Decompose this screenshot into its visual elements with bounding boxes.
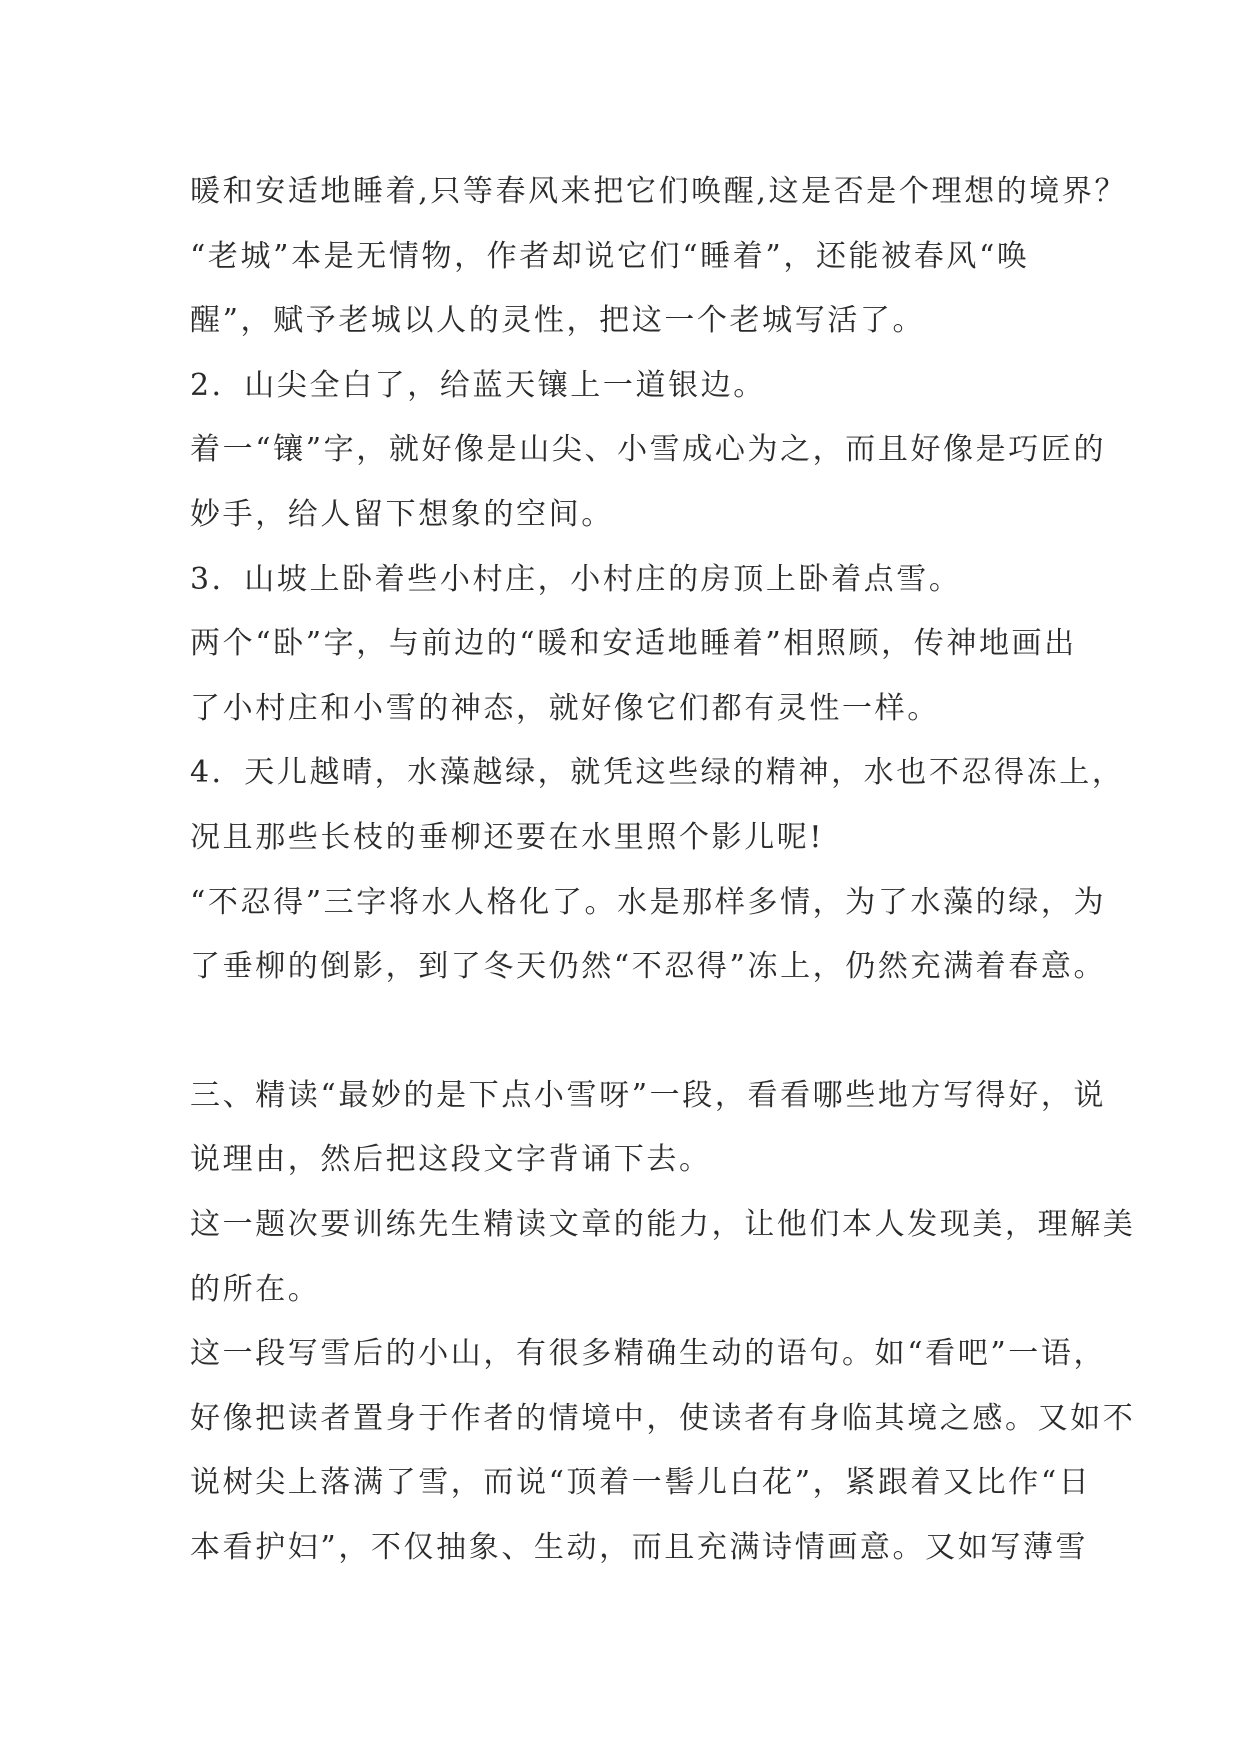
text-line: “老城”本是无情物，作者却说它们“睡着”，还能被春风“唤 bbox=[190, 238, 1030, 274]
text-line: 说树尖上落满了雪，而说“顶着一髻儿白花”，紧跟着又比作“日 bbox=[190, 1465, 1092, 1501]
text-line: 况且那些长枝的垂柳还要在水里照个影儿呢! bbox=[190, 819, 825, 855]
text-line: 的所在。 bbox=[190, 1271, 321, 1307]
text-line: 两个“卧”字，与前边的“暖和安适地睡着”相照顾，传神地画出 bbox=[190, 626, 1077, 662]
text-line: 2．山尖全白了，给蓝天镶上一道银边。 bbox=[190, 367, 766, 403]
text-line: 这一段写雪后的小山，有很多精确生动的语句。如“看吧”一语， bbox=[190, 1336, 1107, 1372]
text-line: 了小村庄和小雪的神态，就好像它们都有灵性一样。 bbox=[190, 690, 940, 726]
text-line: 说理由，然后把这段文字背诵下去。 bbox=[190, 1142, 712, 1178]
text-line: 本看护妇”，不仅抽象、生动，而且充满诗情画意。又如写薄雪 bbox=[190, 1529, 1089, 1565]
text-line: 4．天儿越晴，水藻越绿，就凭这些绿的精神，水也不忍得冻上， bbox=[190, 755, 1125, 791]
text-line: 醒”，赋予老城以人的灵性，把这一个老城写活了。 bbox=[190, 303, 926, 339]
text-line: 3．山坡上卧着些小村庄，小村庄的房顶上卧着点雪。 bbox=[190, 561, 962, 597]
section-gap bbox=[190, 1000, 1060, 1064]
text-line: 暖和安适地睡着,只等春风来把它们唤醒,这是否是个理想的境界？ bbox=[190, 174, 1128, 209]
text-line: “不忍得”三字将水人格化了。水是那样多情，为了水藻的绿，为 bbox=[190, 884, 1107, 920]
text-line: 妙手，给人留下想象的空间。 bbox=[190, 496, 614, 532]
text-line: 了垂柳的倒影，到了冬天仍然“不忍得”冻上，仍然充满着春意。 bbox=[190, 949, 1107, 985]
text-line: 这一题次要训练先生精读文章的能力，让他们本人发现美，理解美 bbox=[190, 1206, 1136, 1242]
document-body bbox=[190, 160, 1136, 1580]
text-line: 好像把读者置身于作者的情境中，使读者有身临其境之感。又如不 bbox=[190, 1400, 1136, 1436]
text-line: 着一“镶”字，就好像是山尖、小雪成心为之，而且好像是巧匠的 bbox=[190, 432, 1107, 468]
section-heading-line: 三、精读“最妙的是下点小雪呀”一段，看看哪些地方写得好，说 bbox=[190, 1077, 1107, 1113]
